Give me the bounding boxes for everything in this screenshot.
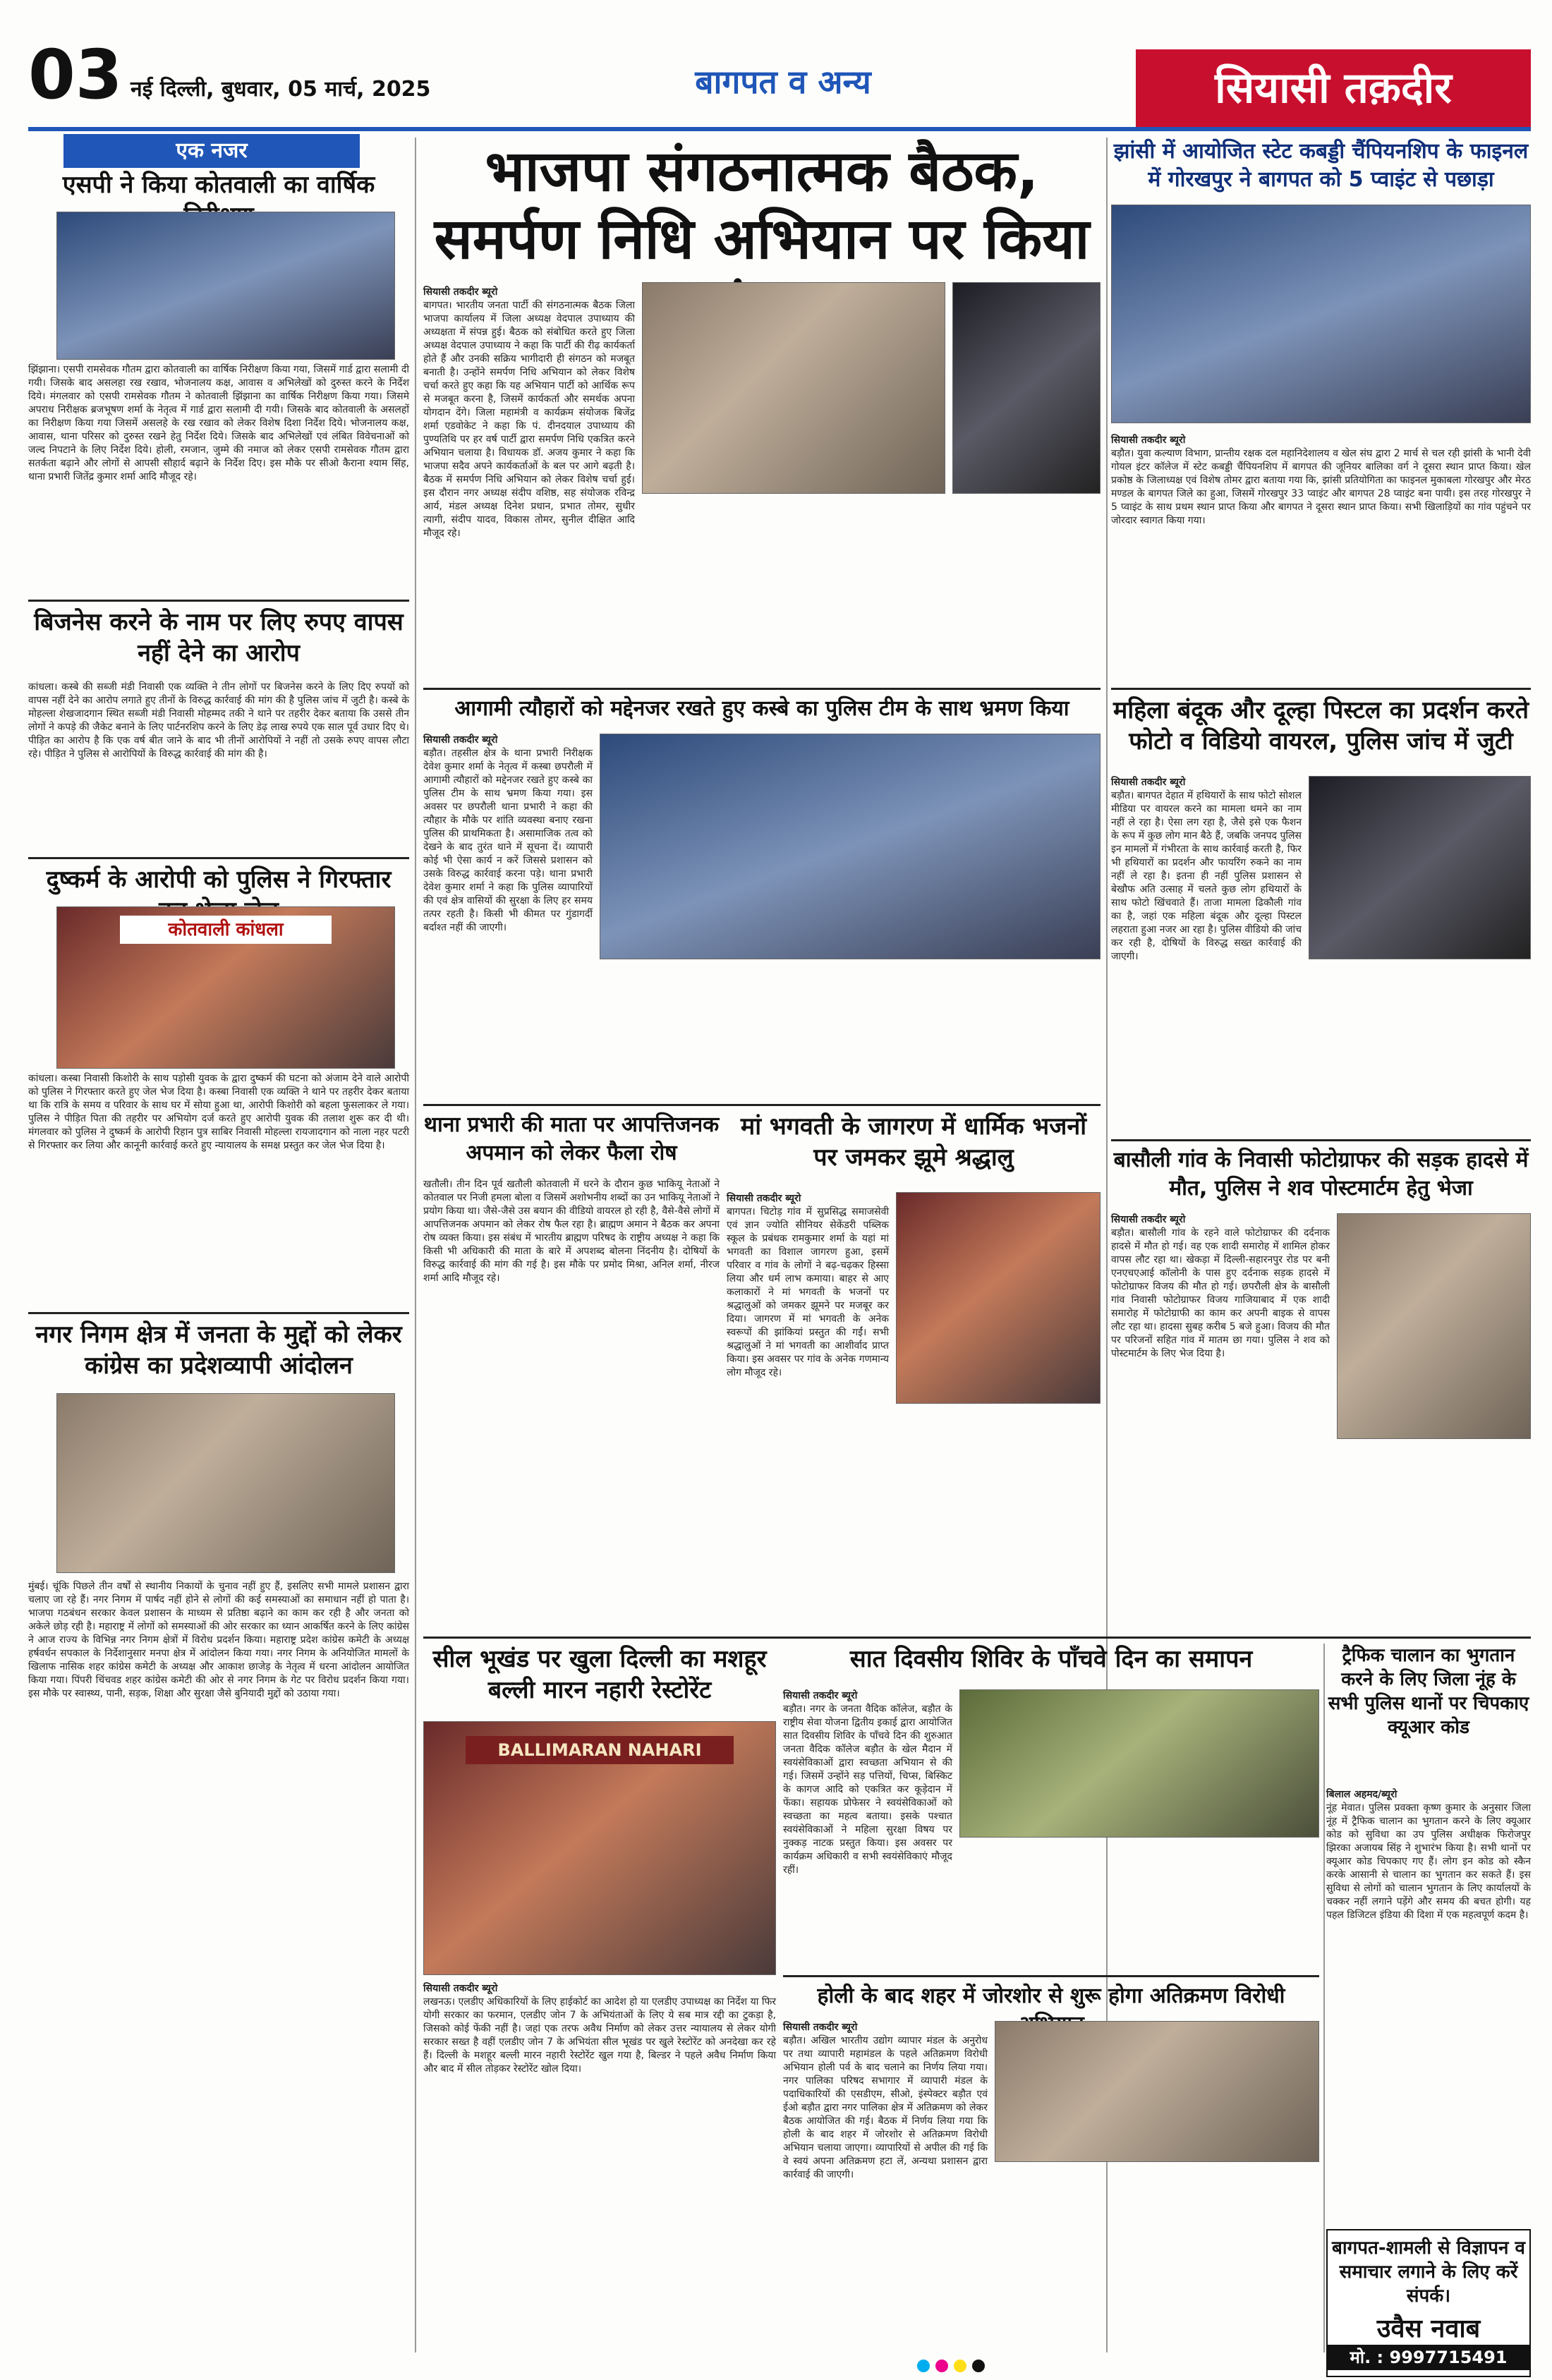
restaurant-text: लखनऊ। एलडीए अधिकारियों के लिए हाईकोर्ट का आदेश हो या एलडीए उपाध्यक्ष का निर्देश या फिर योगी सरकार का फरमान, एलडीए जोन 7 के अभियंताओं के लिए ये सब मात्र रद्दी का टुकड़ा है, जिसको कोई फेंकी नहीं है। जहां एक तरफ अवैध निर्माण को लेकर उत्तर न्यायालय से लेकर योगी सरकार सख्त है वहीं एलडीए जोन 7 के अभियंता सील भूखंड पर खुले रेस्टोरेंट को अनदेखा कर रहे हैं। दिल्ली के मशहूर बल्ली मारन नहारी रेस्टोरेंट खुल गया है, बिल्डर ने पहले अवैध निर्माण किया और बाद में सील तोड़कर रेस्टोरेंट खोल दिया। — [423, 1996, 776, 2075]
restaurant-body — [423, 1982, 776, 2356]
gun-video-body — [1111, 776, 1302, 1136]
gun-video-byline: सियासी तकदीर ब्यूरो — [1111, 777, 1186, 788]
divider — [423, 688, 1101, 690]
bhagwati-body-col — [727, 1192, 889, 1404]
yellow-dot — [954, 2360, 966, 2372]
divider — [423, 1637, 1531, 1639]
business-fraud-body: कांधला। कस्बे की सब्जी मंडी निवासी एक व्यक्ति ने तीन लोगों पर बिजनेस करने के लिए दिए रुपयों को वापस नहीं देने का आरोप लगाते हुए तीनों के विरुद्ध कार्रवाई की मांग की है पुलिस जांच में जुटी है। कस्बे के मोहल्ला शेखजादगान स्थित सब्जी मंडी निवासी मोहम्मद तकी ने थाने पर तहरीर देकर बताया कि उससे तीन लोगों ने कपड़े की जैकेट बनाने के लिए पार्टनरशिप करने के लिए डेढ़ लाख रुपये एक साल पूर्व उधार दिए थे। पीड़ित का आरोप है कि एक वर्ष बीत जाने के बाद भी तीनों आरोपियों ने नहीं तो उसके रुपए वापस लौटा रहे। पीड़ित ने पुलिस से आरोपियों के विरुद्ध कार्रवाई की मांग की है। — [28, 681, 409, 760]
sp-inspection-photo — [56, 212, 395, 360]
divider — [28, 857, 409, 859]
traffic-byline: बिलाल अहमद/ब्यूरो — [1326, 1789, 1398, 1800]
nss-text: बड़ौत। नगर के जनता वैदिक कॉलेज, बड़ौत के राष्ट्रीय सेवा योजना द्वितीय इकाई द्वारा आयोजित सात दिवसीय शिविर के पाँचवे दिन की शुरुआत जनता वैदिक कॉलेज बड़ौत के खेल मैदान में स्वयंसेविकाओं द्वारा स्वच्छता अभियान से की गई। जिसमें उन्होंने सड़ पत्तियों, चिप्स, बिस्किट के कागज आदि को एकत्रित कर कूड़ेदान में फेंका। सहायक प्रोफेसर ने स्वयंसेविकाओं को स्वच्छता का महत्व बताया। इसके पश्चात स्वयंसेविकाओं ने महिला सुरक्षा विषय पर नुक्कड़ नाटक प्रस्तुत किया। इस अवसर पर कार्यक्रम अधिकारी व सभी स्वयंसेविकाएं मौजूद रहीं। — [783, 1704, 952, 1876]
photographer-photo — [1337, 1213, 1531, 1439]
congress-body: मुंबई। चूंकि पिछले तीन वर्षों से स्थानीय निकायों के चुनाव नहीं हुए हैं, इसलिए सभी मामले प्रशासन द्वारा चलाए जा रहे हैं। नगर निगम में पार्षद नहीं होने से लोगों की कई समस्याओं का समाधान नहीं हो पाता है। भाजपा गठबंधन सरकार केवल प्रशासन के माध्यम से प्रतिष्ठा बढ़ाने का काम कर रही है और जनता को अकेले छोड़ रही है। महाराष्ट्र में लोगों को समस्याओं की ओर सरकार का ध्यान आकर्षित करने के लिए कांग्रेस ने आज राज्य के विभिन्न नगर निगम क्षेत्रों में विरोध प्रदर्शन किया। महाराष्ट्र प्रदेश कांग्रेस कमेटी के अध्यक्ष हर्षवर्धन सपकाल के निर्देशानुसार मनपा क्षेत्र में आंदोलन किया गया। नगर निगम के अनियोजित मामलों के खिलाफ नासिक शहर कांग्रेस कमेटी के अध्यक्ष और आकाश छाजेड़ के नेतृत्व में धरना आंदोलन आयोजित किया गया। पिंपरी चिंचवड शहर कांग्रेस कमेटी की ओर से नगर निगम के गेट पर विरोध प्रदर्शन किया गया। इस मौके पर स्वास्थ्य, पानी, सड़क, शिक्षा और सुरक्षा जैसे बुनियादी मुद्दों को उठाया गया। — [28, 1581, 409, 1699]
restaurant-photo — [423, 1721, 776, 1975]
gun-video-photo — [1309, 776, 1531, 959]
divider — [28, 1312, 409, 1314]
kabaddi-text: बड़ौत। युवा कल्याण विभाग, प्रान्तीय रक्षक दल महानिदेशालय व खेल संघ द्वारा 2 मार्च से चल रही झांसी के भानी देवी गोयल इंटर कॉलेज में स्टेट कबड्डी चैंपियनशिप में बागपत की जूनियर बालिका वर्ग ने दूसरा स्थान प्राप्त किया। खेल प्रकोष्ठ के जिलाध्यक्ष एवं विशेष तोमर द्वारा बताया गया कि, झांसी प्रतियोगिता का फाइनल मुकाबला गोरखपुर और मेरठ मण्डल के बागपत जिले का हुआ, जिसमें गोरखपुर 33 प्वाइंट और बागपत 28 प्वाइंट बना पायी। इस तरह गोरखपुर ने 5 प्वाइंट के साथ प्रथम स्थान प्राप्त किया और बागपत ने दूसरा स्थान प्राप्त किया। सभी खिलाड़ियों का गांव पहुंचने पर जोरदार स्वागत किया गया। — [1111, 448, 1531, 526]
bjp-body: बागपत। भारतीय जनता पार्टी की संगठनात्मक बैठक जिला भाजपा कार्यालय में जिला अध्यक्ष वेदपाल उपाध्याय की अध्यक्षता में संपन्न हुई। बैठक को संबोधित करते हुए जिला अध्यक्ष वेदपाल उपाध्याय ने कहा कि पार्टी की रीढ़ कार्यकर्ता होते हैं और उनकी सक्रिय भागीदारी ही संगठन को मजबूत बनाती है। उन्होंने समर्पण निधि अभियान को लेकर विशेष चर्चा करते हुए कहा कि यह अभियान पार्टी को आर्थिक रूप से मजबूत करना है, जिसमें कार्यकर्ता और समर्थक अपना योगदान देंगे। जिला महामंत्री व कार्यक्रम संयोजक बिजेंद्र शर्मा एडवोकेट ने कहा कि पं. दीनदयाल उपाध्याय की पुण्यतिथि पर हर वर्ष पार्टी द्वारा समर्पण निधि एकत्रित करने अभियान चलाया है। विधायक डॉ. अजय कुमार ने कहा कि भाजपा सदैव अपने कार्यकर्ताओं के बल पर आगे बढ़ती है। बैठक में समर्पण निधि अभियान को लेकर विशेष चर्चा हुई। इस दौरान नगर अध्यक्ष संदीप वशिष्ठ, सह संयोजक रविन्द्र आर्य, मंडल अध्यक्ष दिनेश प्रधान, प्रभात तोमर, सुधीर त्यागी, संदीप यादव, विकास तोमर, सुनील दीक्षित आदि मौजूद रहे। — [423, 300, 635, 539]
nss-photo — [959, 1689, 1319, 1838]
kotwali-photo — [56, 906, 395, 1069]
congress-headline: नगर निगम क्षेत्र में जनता के मुद्दों को लेकर कांग्रेस का प्रदेशव्यापी आंदोलन — [35, 1320, 402, 1380]
kabaddi-byline: सियासी तकदीर ब्यूरो — [1111, 435, 1186, 446]
divider — [1111, 688, 1531, 690]
ek-nazar-label: एक नजर — [63, 134, 360, 168]
header-rule — [28, 127, 1531, 131]
registration-marks — [917, 2360, 1044, 2375]
nss-body — [783, 1689, 952, 1972]
divider — [783, 1975, 1319, 1977]
congress-photo — [56, 1393, 395, 1573]
bhagwati-photo — [896, 1192, 1101, 1404]
sp-inspection-body: झिंझाना। एसपी रामसेवक गौतम द्वारा कोतवाली का वार्षिक निरीक्षण किया गया, जिसमें गार्ड द्वारा सलामी दी गयी। जिसके बाद असलहा रख रखाव, भोजनालय कक्ष, आवास व अभिलेखों को दुरुस्त करने के निर्देश दिये। मंगलवार को एसपी रामसेवक गौतम ने कोतवाली झिंझाना का वार्षिक निरीक्षण किया गया। जिसमे अपराध निरीक्षक ब्रजभूषण शर्मा के नेतृत्व में गार्ड द्वारा सलामी दी गयी। जिसके बाद कोतवाली के असलहों का निरीक्षण किया गया जिसमें असलहे के रख रखाव को लेकर विशेष दिशा निर्देश दिये। भोजनालय कक्ष, आवास, थाना परिसर को दुरुस्त रखने हेतु निर्देश दिये। जिसके बाद अभिलेखों एवं लंबित विवेचनाओं को जल्द निपटाने के लिए निर्देश दिये। होली, रमजान, जुम्मे की नमाज को लेकर एसपी रामसेवक गौतम द्वारा सतर्कता बढ़ाने और लोगों से आपसी सौहार्द बढ़ाने के निर्देश दिए। इस मौके पर सीओ कैराना श्याम सिंह, थाना प्रभारी जितेंद्र कुमार शर्मा आदि मौजूद रहे। — [28, 364, 409, 482]
rape-arrest-body: कांधला। कस्बा निवासी किशोरी के साथ पड़ोसी युवक के द्वारा दुष्कर्म की घटना को अंजाम देने वाले आरोपी को पुलिस ने गिरफ्तार करते हुए जेल भेज दिया है। कस्बा निवासी एक व्यक्ति ने थाने पर तहरीर देकर बताया था कि रात्रि के समय व परिवार के साथ घर में सोया हुआ था, आरोपी किशोरी को बहला फुसलाकर ले गया। पुलिस ने पीड़ित पिता की तहरीर पर अभियोग दर्ज करते हुए आरोपी युवक की तलाश शुरू कर दी थी। मंगलवार को पुलिस ने दुष्कर्म के आरोपी रिहान पुत्र साबिर निवासी मोहल्ला रायजादगान को नाला नहर पटरी से गिरफ्तार कर लिया और कानूनी कार्रवाई करते हुए न्यायालय के समक्ष प्रस्तुत कर जेल भेज दिया है। — [28, 1073, 409, 1151]
bjp-meeting-photo-2 — [952, 282, 1101, 494]
photographer-body — [1111, 1213, 1330, 1608]
kabaddi-photo — [1111, 205, 1531, 423]
encroachment-body — [783, 2021, 988, 2352]
gun-video-headline: महिला बंदूक और दूल्हा पिस्टल का प्रदर्शन करते फोटो व विडियो वायरल, पुलिस जांच में जुटी — [1113, 696, 1529, 755]
nss-byline: सियासी तकदीर ब्यूरो — [783, 1690, 858, 1701]
black-dot — [972, 2360, 985, 2372]
bjp-meeting-body-1 — [423, 286, 635, 681]
sp-inspection-headline: एसपी ने किया कोतवाली का वार्षिक — [62, 171, 375, 199]
police-march-headline: आगामी त्यौहारों को मद्देनजर रखते हुए कस्बे का पुलिस टीम के साथ भ्रमण किया — [454, 696, 1069, 721]
restaurant-sign: BALLIMARAN NAHARI — [466, 1736, 734, 1764]
kabaddi-headline: झांसी में आयोजित स्टेट कबड्डी चैंपियनशिप के फाइनल में गोरखपुर ने बागपत को 5 प्वाइंट से पछाड़ा — [1113, 139, 1529, 192]
bhagwati-headline: मां भगवती के जागरण में धार्मिक भजनों पर जमकर झूमे श्रद्धालु — [740, 1112, 1087, 1172]
traffic-headline: ट्रैफिक चालान का भुगतान करने के लिए जिला नूंह के सभी पुलिस थानों पर चिपकाए क्यूआर कोड — [1328, 1645, 1529, 1738]
encroachment-byline: सियासी तकदीर ब्यूरो — [783, 2022, 858, 2033]
photographer-headline: बासौली गांव के निवासी फोटोग्राफर की सड़क हादसे में मौत, पुलिस ने शव पोस्टमार्टम हेतु भेजा — [1113, 1148, 1529, 1201]
restaurant-byline: सियासी तकदीर ब्यूरो — [423, 1983, 498, 1994]
business-fraud-headline: बिजनेस करने के नाम पर लिए रुपए वापस नहीं देने का आरोप — [34, 608, 404, 667]
encroachment-photo — [995, 2021, 1319, 2162]
divider — [423, 1104, 1101, 1106]
advertisement-box — [1326, 2229, 1531, 2377]
police-march-byline: सियासी तकदीर ब्यूरो — [423, 734, 498, 746]
nss-headline: सात दिवसीय शिविर के पाँचवे दिन का समापन — [849, 1645, 1253, 1673]
kotwali-sign: कोतवाली कांधला — [120, 916, 332, 944]
traffic-text: नूंह मेवात। पुलिस प्रवक्ता कृष्ण कुमार के अनुसार जिला नूंह में ट्रैफिक चालान का भुगतान करने के लिए क्यूआर कोड को सुविधा का उप पुलिस अधीक्षक फिरोजपुर झिरका अजायब सिंह ने शुभारंभ किया है। सभी थानों पर क्यूआर कोड चिपकाए गए हैं। लोग इन कोड को स्कैन करके आसानी से चालान का भुगतान कर सकते हैं। इस सुविधा से लोगों को चालान भुगतान के लिए कार्यालयों के चक्कर नहीं लगाने पड़ेंगे और समय की बचत होगी। यह पहल डिजिटल इंडिया की दिशा में एक महत्वपूर्ण कदम है। — [1326, 1802, 1531, 1921]
kabaddi-body — [1111, 434, 1531, 684]
cyan-dot — [917, 2360, 930, 2372]
ad-phone: मो. : 9997715491 — [1328, 2345, 1529, 2370]
ad-title: बागपत-शामली से विज्ञापन व समाचार लगाने के लिए करें संपर्क। — [1332, 2238, 1525, 2307]
photographer-byline: सियासी तकदीर ब्यूरो — [1111, 1214, 1186, 1225]
police-march-body — [423, 734, 593, 1100]
insult-body: खतौली। तीन दिन पूर्व खतौली कोतवाली में धरने के दौरान कुछ भाकियू नेताओं ने कोतवाल पर निजी हमला बोला व जिसमें अशोभनीय शब्दों का उन भाकियू नेताओं ने प्रयोग किया था। जैसे-जैसे उस बयान की वीडियो वायरल हो रही है, वैसे-वैसे लोगों में आपत्तिजनक अपमान को लेकर रोष फैल रहा है। ब्राह्मण अमान ने बैठक कर अपना रोष व्यक्त किया। इस संबंध में भारतीय ब्राह्मण परिषद के राष्ट्रीय अध्यक्ष ने कहा कि किसी भी अधिकारी की माता के बारे में अपशब्द बोलना निंदनीय है। दोषियों के विरुद्ध कार्रवाई की मांग की गई है। इस मौके पर प्रमोद मिश्रा, अनिल शर्मा, नीरज शर्मा आदि मौजूद रहे। — [423, 1179, 720, 1284]
magenta-dot — [935, 2360, 948, 2372]
insult-headline: थाना प्रभारी की माता पर आपत्तिजनक अपमान को लेकर फैला रोष — [423, 1112, 720, 1165]
divider — [1111, 1139, 1531, 1141]
photographer-text: बड़ौत। बासौली गांव के रहने वाले फोटोग्राफर की दर्दनाक हादसे में मौत हो गई। वह एक शादी समारोह में शामिल होकर वापस लौट रहा था। खेकड़ा में दिल्ली-सहारनपुर रोड पर बनी एनएचएआई कॉलोनी के पास हुए दर्दनाक सड़क हादसे में फोटोग्राफर विजय की मौत हो गई। छपरौली क्षेत्र के बासौली गांव निवासी फोटोग्राफर विजय गाजियाबाद में एक शादी समारोह में फोटोग्राफी का काम कर अपनी बाइक से वापस लौट रहा था। हादसा सुबह करीब 5 बजे हुआ। विजय की मौत पर परिजनों सहित गांव में मातम छा गया। पुलिस ने शव को पोस्टमार्टम के लिए भेज दिया है। — [1111, 1227, 1330, 1359]
section-title: बागपत व अन्य — [695, 63, 871, 101]
encroachment-text: बड़ौत। अखिल भारतीय उद्योग व्यापार मंडल के अनुरोध पर तथा व्यापारी महामंडल के पहले अतिक्रमण विरोधी अभियान होली पर्व के बाद चलाने का निर्णय लिया गया। नगर पालिका परिषद सभागार में व्यापारी मंडल के पदाधिकारियों की एसडीएम, सीओ, इंस्पेक्टर बड़ौत एवं ईओ बड़ौत द्वारा नगर पालिका क्षेत्र में अतिक्रमण को लेकर बैठक आयोजित की गई। बैठक में निर्णय लिया गया कि होली के बाद शहर में जोरशोर से अतिक्रमण विरोधी अभियान चलाया जाएगा। व्यापारियों से अपील की गई कि वे स्वयं अपना अतिक्रमण हटा लें, अन्यथा प्रशासन द्वारा कार्रवाई की जाएगी। — [783, 2035, 988, 2180]
issue-date: नई दिल्ली, बुधवार, 05 मार्च, 2025 — [131, 77, 431, 102]
police-march-text: बड़ौत। तहसील क्षेत्र के थाना प्रभारी निरीक्षक देवेश कुमार शर्मा के नेतृत्व में कस्बा छपरौली में आगामी त्यौहारों को मद्देनजर रखते हुए कस्बे का पुलिस टीम के साथ भ्रमण किया गया। इस अवसर पर छपरौली थाना प्रभारी ने कहा की त्यौहार के मौके पर शांति व्यवस्था बनाए रखना पुलिस की प्राथमिकता है। असामाजिक तत्व को देखने के बाद तुरंत थाने में सूचना दें। व्यापारी कोई भी ऐसा कार्य न करें जिससे प्रशासन को उसके विरुद्ध कार्रवाई करना पड़े। थाना प्रभारी देवेश कुमार शर्मा ने कहा कि पुलिस व्यापारियों की एवं क्षेत्र वासियों की सुरक्षा के लिए हर समय तत्पर रहती है। किसी भी कीमत पर गुंडागर्दी बर्दाश्त नहीं की जाएगी। — [423, 748, 593, 933]
bhagwati-text: बागपत। चिटोड़ गांव में सुप्रसिद्ध समाजसेवी एवं ज्ञान ज्योति सीनियर सेकेंडरी पब्लिक स्कूल के प्रबंधक रामकुमार शर्मा के यहां मां भगवती का विशाल जागरण हुआ, इसमें परिवार व गांव के लोगों ने बढ़-चढ़कर हिस्सा लिया और धर्म लाभ कमाया। बाहर से आए कलाकारों ने मां भगवती के भजनों पर श्रद्धालुओं को जमकर झूमने पर मजबूर कर दिया। जागरण में मां भगवती के अनेक स्वरूपों की झांकियां प्रस्तुत की गईं। सभी श्रद्धालुओं ने मां भगवती का आशीर्वाद प्राप्त किया। इस अवसर पर गांव के अनेक गणमान्य लोग मौजूद रहे। — [727, 1206, 889, 1378]
police-march-photo — [600, 734, 1101, 959]
page-number: 03 — [28, 35, 123, 114]
bjp-byline: सियासी तकदीर ब्यूरो — [423, 286, 498, 298]
traffic-body — [1326, 1788, 1531, 2222]
bjp-meeting-headline: भाजपा संगठनात्मक बैठक, समर्पण निधि अभियान पर किया — [434, 138, 1090, 272]
rape-arrest-headline: दुष्कर्म के आरोपी को पुलिस ने गिरफ्तार — [46, 866, 392, 894]
column-rule — [1106, 138, 1108, 2352]
bjp-meeting-photo — [642, 282, 945, 494]
gun-video-text: बड़ौत। बागपत देहात में हथियारों के साथ फोटो सोशल मीडिया पर वायरल करने का मामला थमने का नाम नहीं ले रहा है। ऐसा लग रहा है, जैसे इसे एक फैशन के रूप में कुछ लोग मान बैठे हैं, जबकि जनपद पुलिस इन मामलों में गंभीरता के साथ कार्रवाई करती है, फिर भी हथियारों का प्रदर्शन और फायरिंग रुकने का नाम नहीं ले रहा है। इतना ही नहीं पुलिस प्रशासन से बेखौफ अति उत्साह में चलते कुछ लोग हथियारों के साथ फोटो खिंचवाते हैं। ताजा मामला ढिकौली गांव का है, जहां एक महिला बंदूक और दूल्हा पिस्टल लहराता हुआ नजर आ रहा है। पुलिस वीडियो की जांच कर रही है, दोषियों के विरुद्ध सख्त कार्रवाई की जाएगी। — [1111, 790, 1302, 962]
bhagwati-byline: सियासी तकदीर ब्यूरो — [727, 1193, 801, 1204]
divider — [28, 600, 409, 602]
column-rule — [1323, 1644, 1325, 2352]
ad-contact-name: उवैस नवाब — [1376, 2314, 1481, 2343]
masthead: सियासी तक़दीर — [1136, 49, 1531, 127]
encroachment-headline: होली के बाद शहर में जोरशोर से शुरू होगा अतिक्रमण विरोधी — [817, 1984, 1285, 2008]
restaurant-headline: सील भूखंड पर खुला दिल्ली का मशहूर बल्ली मारन नहारी रेस्टोरेंट — [432, 1645, 767, 1704]
column-rule — [415, 138, 416, 2352]
